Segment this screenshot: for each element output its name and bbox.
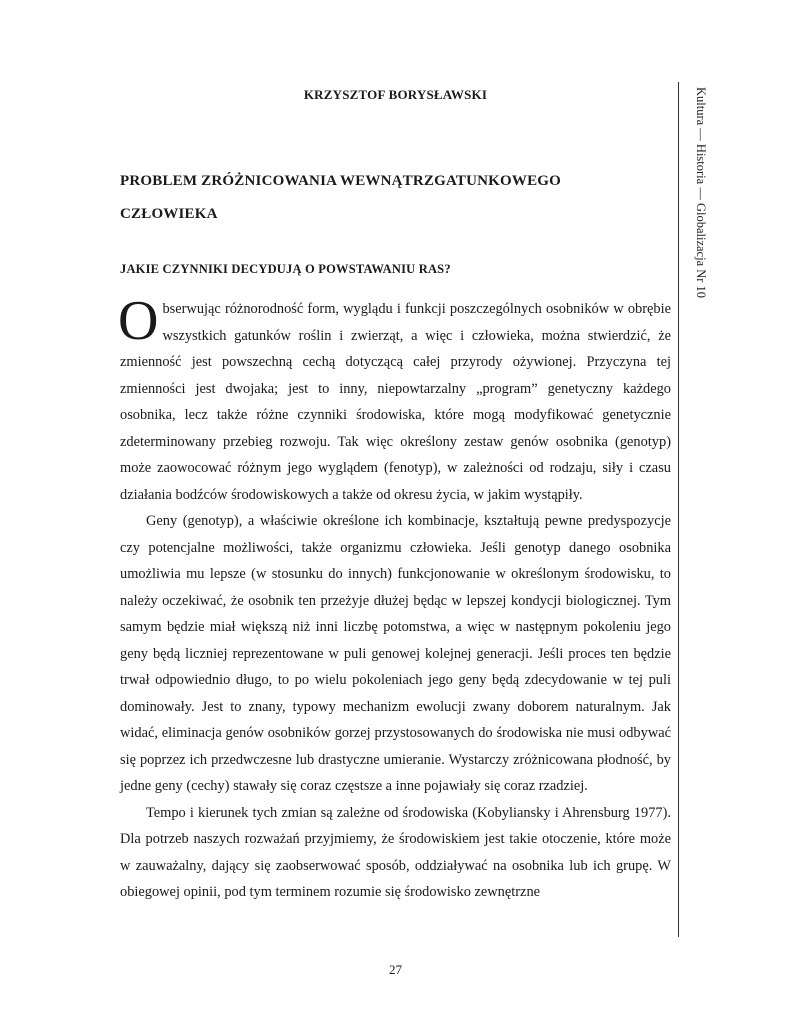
paragraph-1 <box>118 290 671 508</box>
margin-rule <box>678 82 679 937</box>
article-body <box>118 290 671 906</box>
article-title-line-1: PROBLEM ZRÓŻNICOWANIA WEWNĄTRZGATUNKOWEGO <box>120 173 562 189</box>
paragraph-3: Tempo i kierunek tych zmian są zależne od środowiska (Kobyliansky i Ahrensburg 1977). Dla potrzeb naszych rozważań przyjmiemy, że środowiskiem jest takie otoczenie, które może w zauważalny, dający się zaobserwować sposób, oddziaływać na osobnika lub ich grupę. W obiegowej opinii, pod tym terminem rozumie się środowisko zewnętrzne <box>120 804 671 900</box>
section-heading: JAKIE CZYNNIKI DECYDUJĄ O POWSTAWANIU RAS? <box>120 262 451 276</box>
paragraph-2: Geny (genotyp), a właściwie określone ich kombinacje, kształtują pewne predyspozycje czy potencjalne możliwości, także organizmu człowieka. Jeśli genotyp danego osobnika umożliwia mu lepsze (w stosunku do innych) funkcjonowanie w określonym środowisku, to należy oczekiwać, że osobnik ten przeżyje dłużej będąc w lepszej kondycji biologicznej. Tym samym będzie miał większą niż inni liczbę potomstwa, a więc w następnym pokoleniu jego geny będą liczniej reprezentowane w puli genowej kolejnej generacji. Jeśli proces ten będzie trwał odpowiednio długo, to po wielu pokoleniach jego geny będą zdecydowanie w tej puli dominowały. Jest to znany, typowy mechanizm ewolucji zwany doborem naturalnym. Jak widać, eliminacja genów osobników gorzej przystosowanych do środowiska nie musi odbywać się poprzez ich przedwczesne lub drastyczne umieranie. Wystarczy zróżnicowana płodność, by jedne geny (cechy) stawały się coraz częstsze a inne pojawiały się coraz rzadziej. <box>120 513 671 794</box>
article-title-line-2: CZŁOWIEKA <box>120 206 218 222</box>
journal-running-head: Kultura — Historia — Globalizacja Nr 10 <box>694 87 708 299</box>
paragraph-1-text: bserwując różnorodność form, wyglądu i funkcji poszczególnych osobników w obrębie wszystkich gatunków roślin i zwierząt, a więc i człowieka, można stwierdzić, że zmienność jest powszechną cechą dotyczącą całej przyrody ożywionej. Przyczyna tej zmienności jest dwojaka; jest to inny, niepowtarzalny „program” genetyczny każdego osobnika, lecz także różne czynniki środowiska, które mogą modyfikować genetycznie zdeterminowany przebieg rozwoju. Tak więc określony zestaw genów osobnika (genotyp) może zaowocować różnym jego wyglądem (fenotyp), w zależności od rodzaju, siły i czasu działania bodźców środowiskowych a także od okresu życia, w jakim wystąpiły. <box>120 301 671 503</box>
page-number: 27 <box>389 962 402 977</box>
author-name: KRZYSZTOF BORYSŁAWSKI <box>303 87 488 102</box>
drop-cap: O <box>118 290 159 352</box>
